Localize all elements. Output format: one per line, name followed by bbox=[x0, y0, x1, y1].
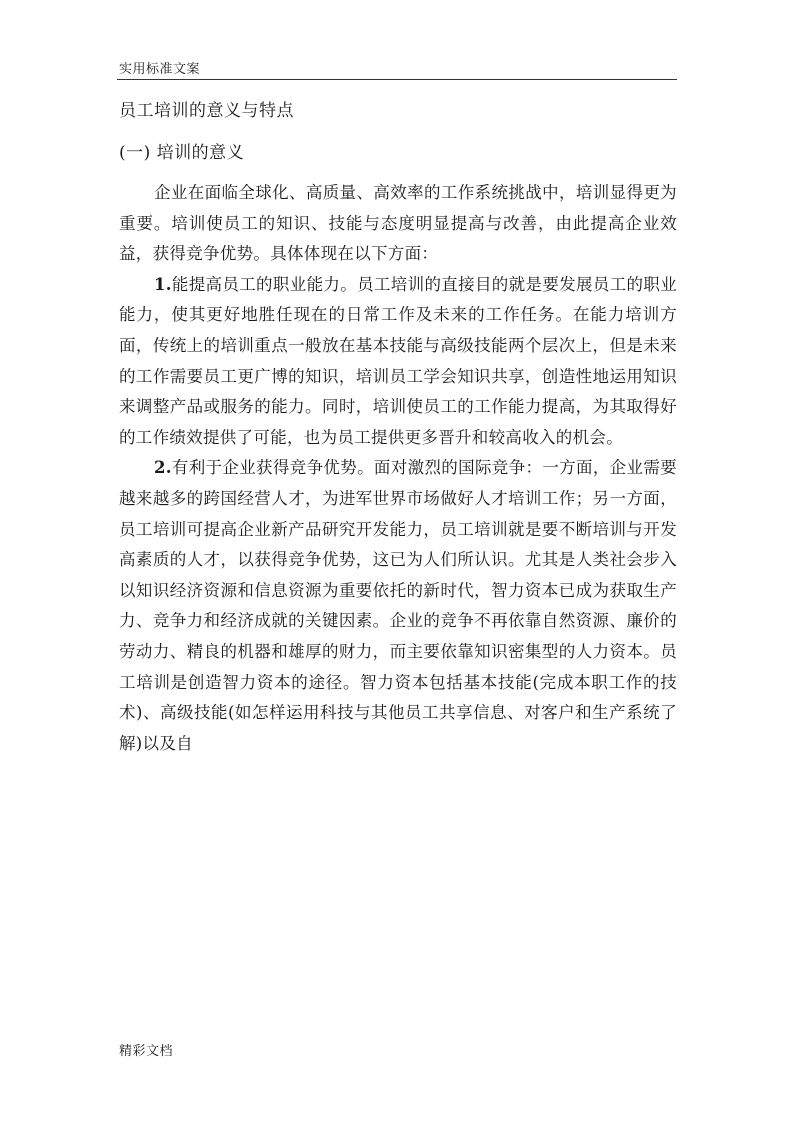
paragraph-number: 1. bbox=[154, 274, 172, 294]
document-title: 员工培训的意义与特点 bbox=[119, 101, 294, 121]
page-header: 实用标准文案 bbox=[119, 62, 201, 77]
paragraph-number: 2. bbox=[154, 458, 172, 478]
paragraph-point-2 bbox=[119, 453, 677, 759]
header-divider bbox=[117, 79, 677, 80]
paragraph-point-1 bbox=[119, 270, 677, 454]
paragraph-intro bbox=[119, 178, 677, 270]
paragraph-text: 有利于企业获得竞争优势。面对激烈的国际竞争：一方面，企业需要越来越多的跨国经营人才，为进军世界市场做好人才培训工作；另一方面，员工培训可提高企业新产品研究开发能力，员工培训就是要不断培训与开发高素质的人才，以获得竞争优势，这已为人们所认识。尤其是人类社会步入以知识经济资源和信息资源为重要依托的新时代，智力资本已成为获取生产力、竞争力和经济成就的关键因素。企业的竞争不再依靠自然资源、廉价的劳动力、精良的机器和雄厚的财力，而主要依靠知识密集型的人力资本。员工培训是创造智力资本的途径。智力资本包括基本技能(完成本职工作的技术)、高级技能(如怎样运用科技与其他员工共享信息、对客户和生产系统了解)以及自 bbox=[119, 458, 677, 753]
section-heading: (一) 培训的意义 bbox=[119, 143, 245, 163]
document-body bbox=[119, 98, 677, 759]
paragraph-text: 能提高员工的职业能力。员工培训的直接目的就是要发展员工的职业能力，使其更好地胜任现在的日常工作及未来的工作任务。在能力培训方面，传统上的培训重点一般放在基本技能与高级技能两个层次上，但是未来的工作需要员工更广博的知识，培训员工学会知识共享，创造性地运用知识来调整产品或服务的能力。同时，培训使员工的工作能力提高，为其取得好的工作绩效提供了可能，也为员工提供更多晋升和较高收入的机会。 bbox=[119, 274, 677, 447]
page-footer: 精彩文档 bbox=[119, 1044, 174, 1059]
paragraph-text: 企业在面临全球化、高质量、高效率的工作系统挑战中，培训显得更为重要。培训使员工的知识、技能与态度明显提高与改善，由此提高企业效益，获得竞争优势。具体体现在以下方面： bbox=[119, 183, 677, 264]
